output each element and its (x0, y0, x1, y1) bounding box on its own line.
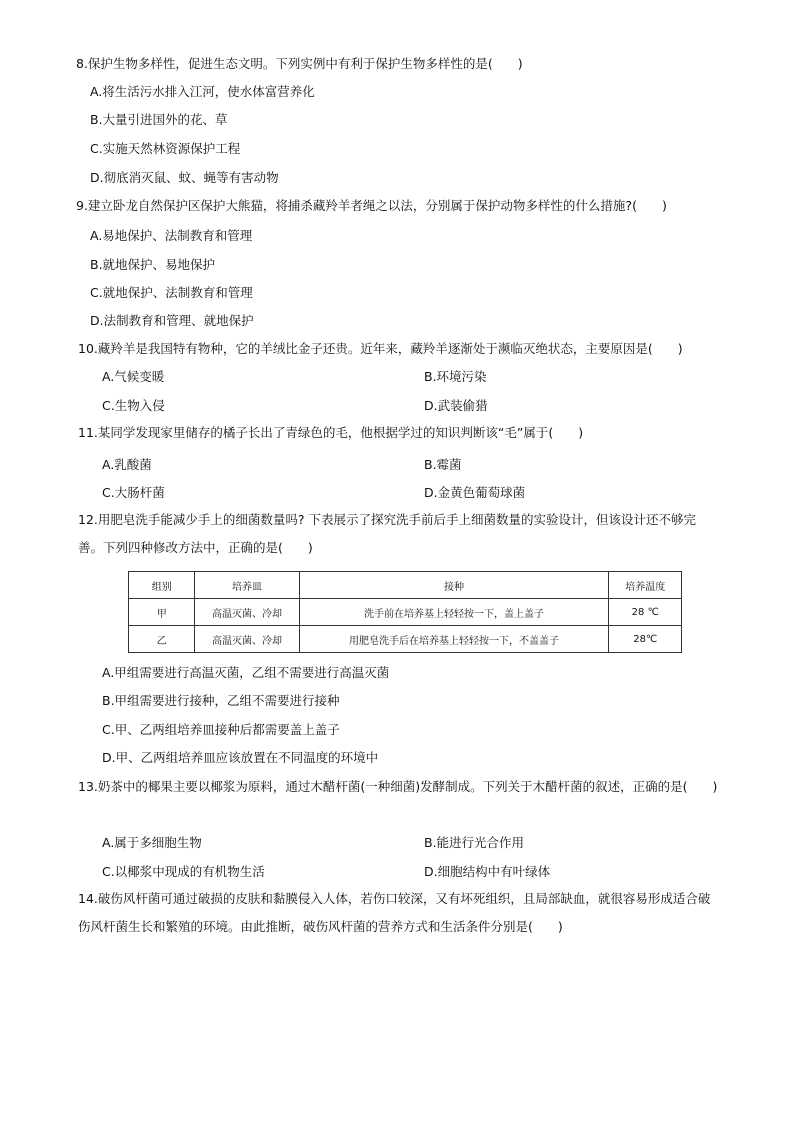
table-header-row (129, 572, 682, 599)
question-11-option-c: C.大肠杆菌 (102, 485, 165, 500)
question-8-option-b: B.大量引进国外的花、草 (90, 112, 228, 127)
table-cell: 28℃ (609, 626, 682, 653)
table-cell: 洗手前在培养基上轻轻按一下，盖上盖子 (299, 599, 609, 626)
question-10-option-d: D.武装偷猎 (424, 398, 488, 413)
table-row (129, 599, 682, 626)
question-13-option-d: D.细胞结构中有叶绿体 (424, 864, 551, 879)
question-13-option-a: A.属于多细胞生物 (102, 835, 202, 850)
question-11-option-d: D.金黄色葡萄球菌 (424, 485, 526, 500)
question-8-option-a: A.将生活污水排入江河，使水体富营养化 (90, 84, 315, 99)
question-10-option-a: A.气候变暖 (102, 369, 165, 384)
question-12-option-b: B.甲组需要进行接种，乙组不需要进行接种 (102, 693, 340, 708)
question-13-option-c: C.以椰浆中现成的有机物生活 (102, 864, 265, 879)
question-9-option-a: A.易地保护、法制教育和管理 (90, 228, 253, 243)
question-9-option-c: C.就地保护、法制教育和管理 (90, 285, 253, 300)
question-10-stem: 10.藏羚羊是我国特有物种，它的羊绒比金子还贵。近年来，藏羚羊逐渐处于濒临灭绝状态，主要原因是( ) (78, 341, 683, 356)
question-11-option-b: B.霉菌 (424, 457, 462, 472)
question-13-stem: 13.奶茶中的椰果主要以椰浆为原料，通过木醋杆菌(一种细菌)发酵制成。下列关于木醋杆菌的叙述，正确的是( ) (78, 779, 718, 794)
question-9-option-b: B.就地保护、易地保护 (90, 257, 216, 272)
question-9-option-d: D.法制教育和管理、就地保护 (90, 313, 254, 328)
table-header: 接种 (299, 572, 609, 599)
question-12-stem: 12.用肥皂洗手能减少手上的细菌数量吗? 下表展示了探究洗手前后手上细菌数量的实验设计，但该设计还不够完善。下列四种修改方法中，正确的是( ) (78, 512, 696, 555)
table-cell: 用肥皂洗手后在培养基上轻轻按一下，不盖盖子 (299, 626, 609, 653)
table-row (129, 626, 682, 653)
table-cell: 高温灭菌、冷却 (195, 626, 299, 653)
table-header: 组别 (129, 572, 195, 599)
question-13-option-b: B.能进行光合作用 (424, 835, 525, 850)
table-cell: 28 ℃ (609, 599, 682, 626)
question-9-stem: 9.建立卧龙自然保护区保护大熊猫，将捕杀藏羚羊者绳之以法，分别属于保护动物多样性的什么措施?( ) (76, 198, 667, 213)
question-14-stem: 14.破伤风杆菌可通过破损的皮肤和黏膜侵入人体，若伤口较深，又有坏死组织，且局部缺血，就很容易形成适合破伤风杆菌生长和繁殖的环境。由此推断，破伤风杆菌的营养方式和生活条件分别是( ) (78, 891, 711, 934)
table-cell: 甲 (129, 599, 195, 626)
table-cell: 乙 (129, 626, 195, 653)
table-cell: 高温灭菌、冷却 (195, 599, 299, 626)
question-8-stem: 8.保护生物多样性，促进生态文明。下列实例中有利于保护生物多样性的是( ) (76, 56, 523, 71)
question-11-stem: 11.某同学发现家里储存的橘子长出了青绿色的毛，他根据学过的知识判断该“毛”属于( ) (78, 425, 584, 440)
question-12-option-a: A.甲组需要进行高温灭菌，乙组不需要进行高温灭菌 (102, 665, 390, 680)
table-header: 培养皿 (195, 572, 299, 599)
experiment-table (128, 571, 682, 653)
table-header: 培养温度 (609, 572, 682, 599)
question-12-option-c: C.甲、乙两组培养皿接种后都需要盖上盖子 (102, 722, 340, 737)
question-10-option-b: B.环境污染 (424, 369, 487, 384)
question-10-option-c: C.生物入侵 (102, 398, 165, 413)
question-11-option-a: A.乳酸菌 (102, 457, 152, 472)
question-8-option-c: C.实施天然林资源保护工程 (90, 141, 241, 156)
question-8-option-d: D.彻底消灭鼠、蚊、蝇等有害动物 (90, 170, 279, 185)
question-12-option-d: D.甲、乙两组培养皿应该放置在不同温度的环境中 (102, 750, 379, 765)
